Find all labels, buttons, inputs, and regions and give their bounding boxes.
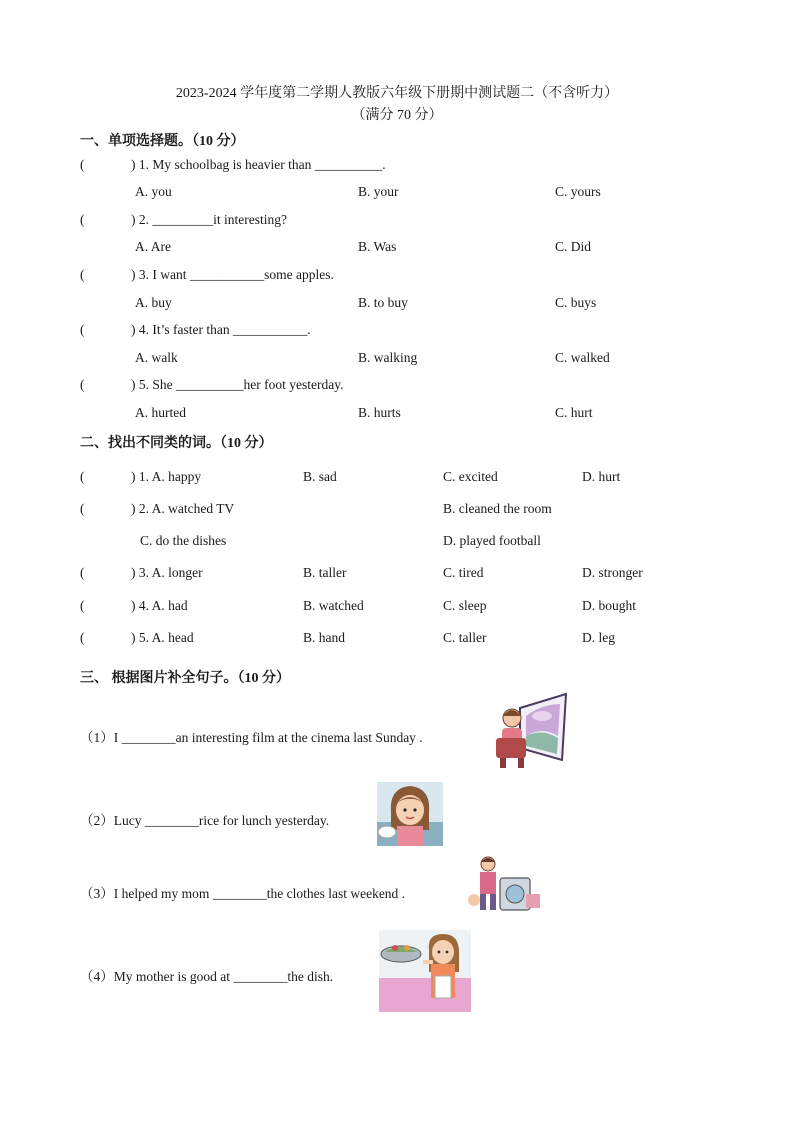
answer-paren[interactable]: (: [80, 322, 85, 337]
option-b: B. taller: [303, 565, 347, 580]
option-d: D. stronger: [582, 565, 643, 580]
option-a: ) 4. A. had: [131, 598, 188, 613]
picture-sentence-1: （1）I ________an interesting film at the cinema last Sunday .: [80, 730, 423, 745]
question-stem: ) 1. My schoolbag is heavier than __________.: [131, 157, 386, 172]
page-subtitle: （满分 70 分）: [351, 108, 443, 123]
option-c: C. Did: [555, 239, 592, 254]
option-b: B. hand: [303, 630, 345, 645]
answer-paren[interactable]: (: [80, 501, 85, 516]
option-c: C. excited: [443, 469, 498, 484]
option-b: B. watched: [303, 598, 364, 613]
option-a: ) 5. A. head: [131, 630, 194, 645]
option-a: A. walk: [135, 350, 178, 365]
answer-paren[interactable]: (: [80, 598, 85, 613]
option-a: A. Are: [135, 239, 171, 254]
option-b: B. walking: [358, 350, 418, 365]
section-1-heading: 一、单项选择题。（10 分）: [80, 134, 245, 149]
picture-sentence-4: （4）My mother is good at ________the dish.: [80, 969, 334, 984]
option-c: C. sleep: [443, 598, 487, 613]
question-stem: ) 2. _________it interesting?: [131, 212, 287, 227]
question-stem: ) 3. I want ___________some apples.: [131, 267, 334, 282]
option-d: D. leg: [582, 630, 615, 645]
answer-paren[interactable]: (: [80, 565, 85, 580]
cooking-illustration: [379, 930, 471, 1012]
option-a: A. you: [135, 184, 172, 199]
washing-clothes-illustration: [466, 854, 542, 918]
question-stem: ) 4. It’s faster than ___________.: [131, 322, 311, 337]
picture-sentence-2: （2）Lucy ________rice for lunch yesterday.: [80, 813, 330, 828]
option-a: ) 3. A. longer: [131, 565, 203, 580]
answer-paren[interactable]: (: [80, 267, 85, 282]
section-2-heading: 二、找出不同类的词。（10 分）: [80, 436, 273, 451]
option-c: C. hurt: [555, 405, 593, 420]
answer-paren[interactable]: (: [80, 157, 85, 172]
section-3-heading: 三、 根据图片补全句子。（10 分）: [80, 671, 290, 686]
option-c: C. yours: [555, 184, 601, 199]
option-b: B. Was: [358, 239, 397, 254]
option-b: B. cleaned the room: [443, 501, 552, 516]
option-a: ) 2. A. watched TV: [131, 501, 235, 516]
option-d: D. played football: [443, 533, 541, 548]
cinema-film-illustration: [490, 690, 570, 772]
answer-paren[interactable]: (: [80, 212, 85, 227]
option-c: C. taller: [443, 630, 487, 645]
option-c: C. tired: [443, 565, 484, 580]
option-c: C. do the dishes: [140, 533, 227, 548]
option-b: B. your: [358, 184, 399, 199]
option-b: B. sad: [303, 469, 337, 484]
option-b: B. hurts: [358, 405, 401, 420]
option-b: B. to buy: [358, 295, 408, 310]
option-d: D. bought: [582, 598, 636, 613]
answer-paren[interactable]: (: [80, 630, 85, 645]
option-a: A. hurted: [135, 405, 186, 420]
page-title: 2023-2024 学年度第二学期人教版六年级下册期中测试题二（不含听力）: [175, 86, 619, 101]
answer-paren[interactable]: (: [80, 377, 85, 392]
option-a: A. buy: [135, 295, 172, 310]
girl-eating-illustration: [377, 782, 443, 846]
question-stem: ) 5. She __________her foot yesterday.: [131, 377, 344, 392]
option-d: D. hurt: [582, 469, 621, 484]
option-c: C. walked: [555, 350, 610, 365]
answer-paren[interactable]: (: [80, 469, 85, 484]
option-c: C. buys: [555, 295, 597, 310]
option-a: ) 1. A. happy: [131, 469, 202, 484]
picture-sentence-3: （3）I helped my mom ________the clothes last weekend .: [80, 886, 406, 901]
